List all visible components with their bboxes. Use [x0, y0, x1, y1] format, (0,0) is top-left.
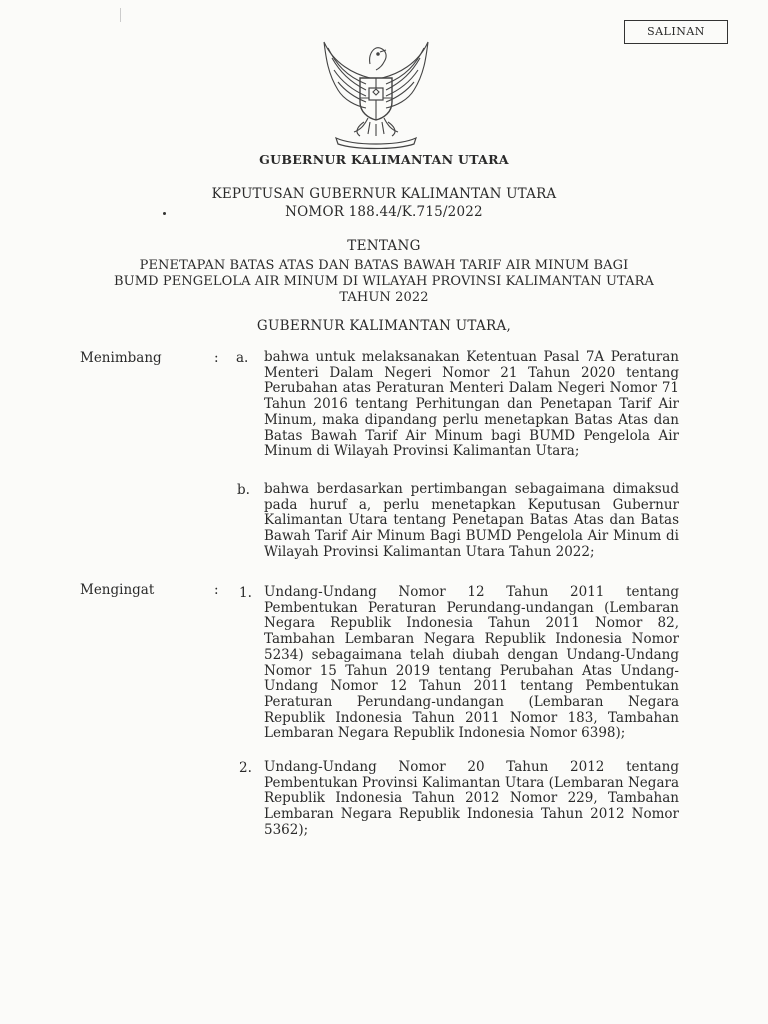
menimbang-colon: : [214, 350, 219, 366]
menimbang-marker-a: a. [236, 350, 249, 366]
subject-line-1: PENETAPAN BATAS ATAS DAN BATAS BAWAH TARIF AIR MINUM BAGI [139, 258, 629, 273]
menimbang-item-a: bahwa untuk melaksanakan Ketentuan Pasal 7A Peraturan Menteri Dalam Negeri Nomor 21 Tahun 2020 tentang Perubahan atas Peraturan Menteri Dalam Negeri Nomor 71 Tahun 2016 tentang Perhitungan dan Penetapan Tarif Air Minum, maka dipandang perlu menetapkan Batas Atas dan Batas Bawah Tarif Air Minum bagi BUMD Pengelola Air Minum di Wilayah Provinsi Kalimantan Utara; [264, 349, 679, 460]
decree-title [0, 185, 768, 221]
mengingat-colon: : [214, 582, 219, 598]
governor-title: GUBERNUR KALIMANTAN UTARA [259, 152, 509, 167]
governor-heading: GUBERNUR KALIMANTAN UTARA, [256, 318, 512, 334]
mengingat-item-2: Undang-Undang Nomor 20 Tahun 2012 tentang Pembentukan Provinsi Kalimantan Utara (Lembaran Negara Republik Indonesia Tahun 2012 Nomor 229, Tambahan Lembaran Negara Republik Indonesia Tahun 2012 Nomor 5362); [264, 759, 679, 838]
decree-title-line1: KEPUTUSAN GUBERNUR KALIMANTAN UTARA [211, 186, 557, 202]
decree-number: NOMOR 188.44/K.715/2022 [285, 204, 483, 220]
scan-mark [120, 8, 121, 22]
mengingat-marker-1: 1. [239, 585, 252, 601]
mengingat-label: Mengingat [80, 582, 155, 598]
subject-line-3: TAHUN 2022 [339, 290, 429, 305]
decree-subject [0, 258, 768, 306]
menimbang-item-b: bahwa berdasarkan pertimbangan sebagaimana dimaksud pada huruf a, perlu menetapkan Keputusan Gubernur Kalimantan Utara tentang Penetapan Batas Atas dan Batas Bawah Tarif Air Minum Bagi BUMD Pengelola Air Minum di Wilayah Provinsi Kalimantan Utara Tahun 2022; [264, 481, 679, 560]
salinan-stamp: SALINAN [624, 20, 728, 44]
menimbang-label: Menimbang [80, 350, 162, 366]
subject-line-2: BUMD PENGELOLA AIR MINUM DI WILAYAH PROVINSI KALIMANTAN UTARA [114, 274, 654, 289]
mengingat-marker-2: 2. [239, 760, 252, 776]
mengingat-item-1: Undang-Undang Nomor 12 Tahun 2011 tentang Pembentukan Peraturan Perundang-undangan (Lembaran Negara Republik Indonesia Tahun 2011 Nomor 82, Tambahan Lembaran Negara Republik Indonesia Nomor 5234) sebagaimana telah diubah dengan Undang-Undang Nomor 15 Tahun 2019 tentang Perubahan Atas Undang-Undang Nomor 12 Tahun 2011 tentang Pembentukan Peraturan Perundang-undangan (Lembaran Negara Republik Indonesia Tahun 2011 Nomor 183, Tambahan Lembaran Negara Republik Indonesia Nomor 6398); [264, 584, 679, 742]
garuda-pancasila-icon [314, 34, 438, 150]
tentang-heading: TENTANG [347, 238, 421, 254]
menimbang-marker-b: b. [237, 482, 250, 498]
